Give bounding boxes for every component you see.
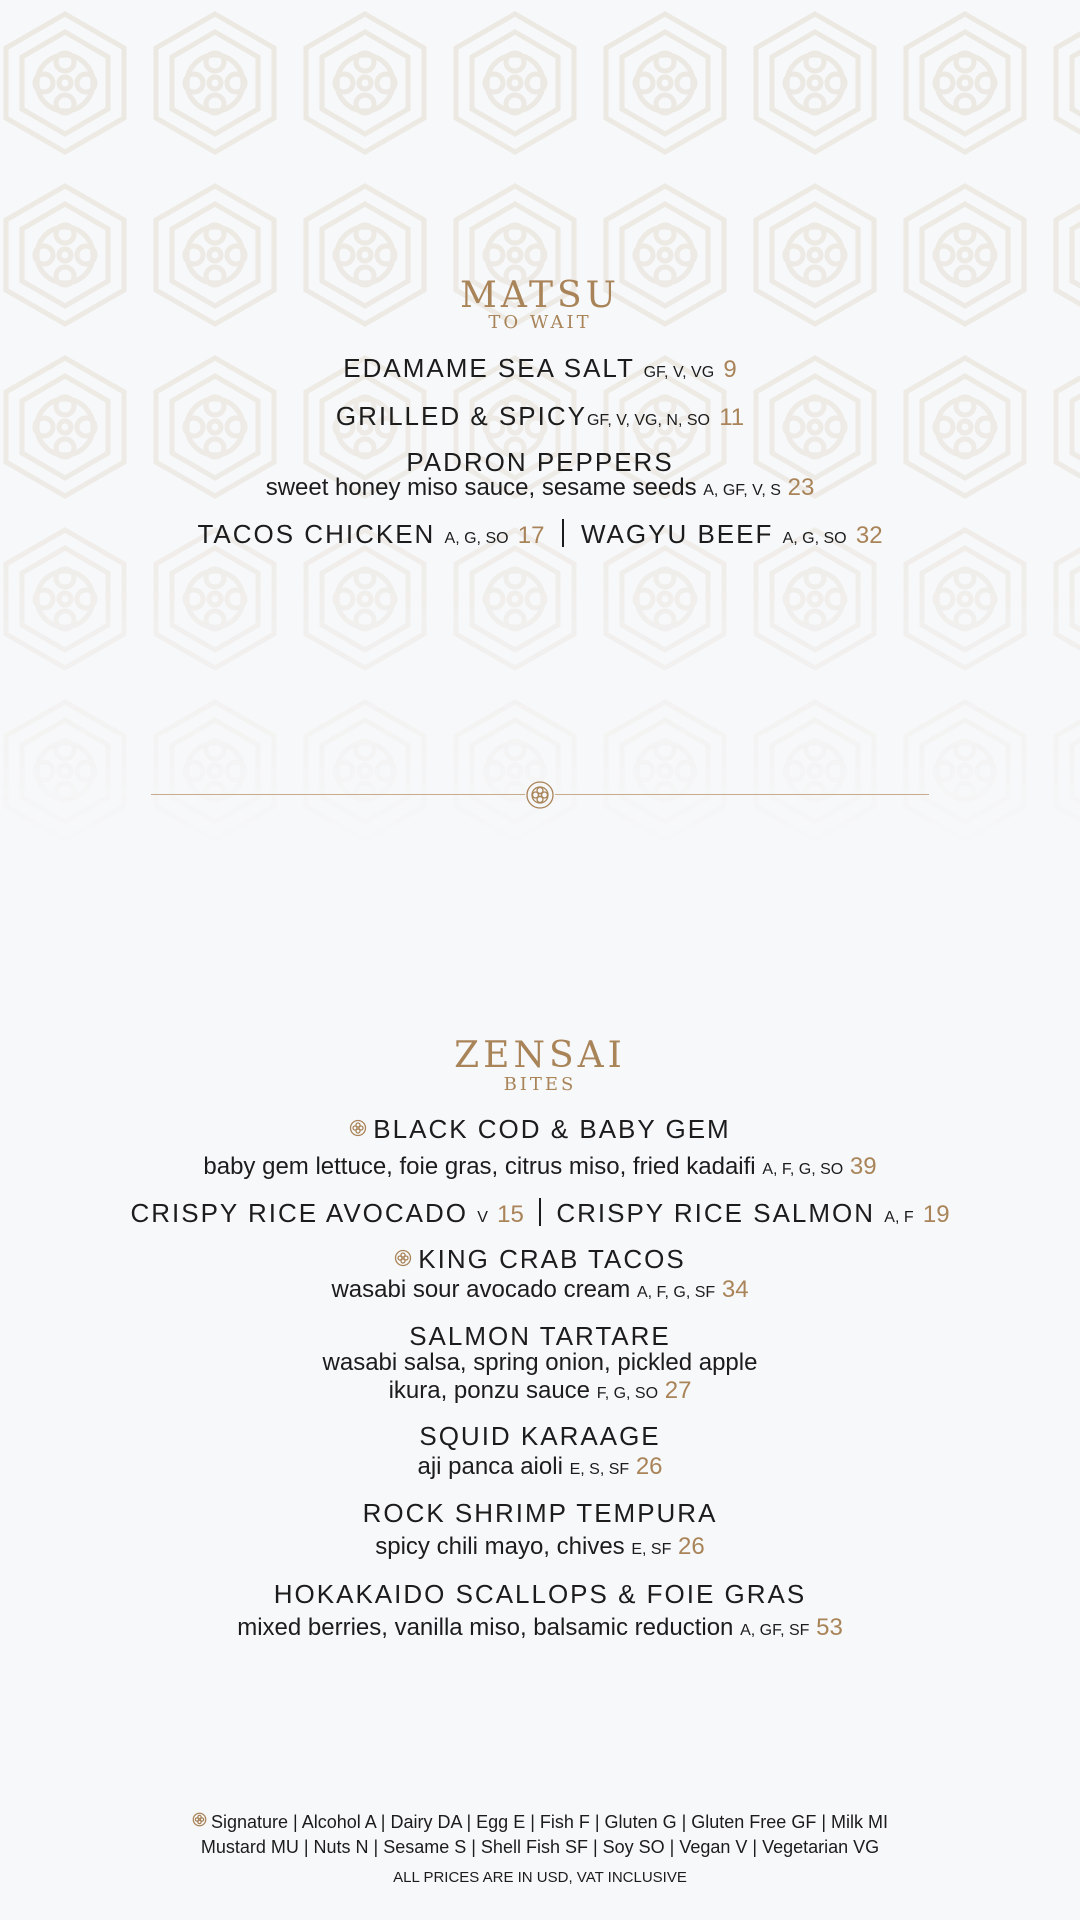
allergen-codes: A, F, G, SF — [636, 1284, 716, 1301]
price: 27 — [664, 1377, 692, 1404]
dish-name-rock-shrimp: ROCK SHRIMP TEMPURA — [362, 1498, 718, 1528]
dish-name: TACOS CHICKEN — [197, 519, 436, 549]
dish-description: ikura, ponzu sauce — [388, 1377, 591, 1404]
section-divider-left — [151, 794, 525, 795]
dish-name: EDAMAME SEA SALT — [343, 353, 635, 383]
dish-name: BLACK COD & BABY GEM — [373, 1114, 731, 1144]
dish-name-padron-peppers: PADRON PEPPERS — [406, 447, 674, 477]
price: 23 — [787, 474, 815, 501]
dish-description: spicy chili mayo, chives — [375, 1533, 625, 1560]
dish-description: sweet honey miso sauce, sesame seeds — [265, 474, 697, 501]
dish-name: CRISPY RICE SALMON — [556, 1198, 876, 1228]
dish-description: mixed berries, vanilla miso, balsamic reduction — [237, 1614, 734, 1641]
menu-item-edamame — [0, 352, 1080, 389]
dish-description: aji panca aioli — [417, 1453, 563, 1480]
menu-item-shrimp-desc — [0, 1532, 1080, 1565]
price-note: ALL PRICES ARE IN USD, VAT INCLUSIVE — [393, 1869, 687, 1886]
section-divider-right — [555, 794, 929, 795]
allergen-legend-line-2: Mustard MU | Nuts N | Sesame S | Shell Fish SF | Soy SO | Vegan V | Vegetarian VG — [200, 1837, 880, 1857]
dish-name-king-crab — [0, 1243, 1080, 1275]
price: 39 — [849, 1153, 877, 1180]
dish-name: KING CRAB TACOS — [418, 1244, 686, 1274]
dish-name: GRILLED & SPICY — [335, 401, 587, 431]
price: 53 — [816, 1614, 843, 1641]
menu-item-king-crab-desc — [0, 1275, 1080, 1308]
section-subtitle-zensai: BITES — [503, 1074, 577, 1095]
allergen-codes: A, F — [884, 1209, 914, 1226]
allergen-codes: A, GF, SF — [740, 1622, 810, 1639]
price: 34 — [721, 1276, 749, 1303]
section-subtitle-matsu: TO WAIT — [488, 312, 592, 333]
dish-name-black-cod — [0, 1113, 1080, 1145]
dish-description-salmon-tartare-1: wasabi salsa, spring onion, pickled apple — [322, 1349, 758, 1376]
allergen-codes: A, G, SO — [782, 530, 847, 547]
allergen-legend-line-1 — [0, 1810, 1080, 1834]
allergen-codes: E, S, SF — [569, 1461, 630, 1478]
price: 15 — [497, 1201, 524, 1228]
allergen-codes: V — [477, 1209, 488, 1226]
flower-emblem-icon — [525, 780, 555, 810]
menu-item-crispy-rice — [0, 1197, 1080, 1234]
price: 17 — [517, 522, 545, 549]
allergen-codes: A, GF, V, S — [703, 482, 781, 499]
allergen-codes: F, G, SO — [596, 1385, 659, 1402]
signature-icon — [394, 1249, 412, 1267]
section-title-matsu: MATSU — [460, 275, 620, 316]
menu-item-grilled-spicy — [0, 400, 1080, 437]
menu-item-padron-desc — [0, 473, 1080, 506]
dish-name-scallops: HOKAKAIDO SCALLOPS & FOIE GRAS — [273, 1579, 807, 1609]
price: 19 — [922, 1201, 950, 1228]
price: 26 — [635, 1453, 663, 1480]
menu-item-scallops-desc — [0, 1613, 1080, 1646]
item-separator — [539, 1198, 541, 1226]
allergen-codes: E, SF — [631, 1541, 672, 1558]
dish-name-salmon-tartare: SALMON TARTARE — [409, 1321, 671, 1351]
allergen-codes: GF, V, VG — [643, 364, 715, 381]
dish-name: WAGYU BEEF — [580, 519, 774, 549]
dish-name-squid-karaage: SQUID KARAAGE — [419, 1421, 661, 1451]
dish-name: CRISPY RICE AVOCADO — [130, 1198, 469, 1228]
menu-item-tacos — [0, 518, 1080, 555]
item-separator — [562, 519, 564, 547]
price: 32 — [855, 522, 883, 549]
legend-text: Signature | Alcohol A | Dairy DA | Egg E | Fish F | Gluten G | Gluten Free GF | Milk MI — [211, 1812, 888, 1832]
menu-item-squid-desc — [0, 1452, 1080, 1485]
price: 26 — [678, 1533, 705, 1560]
signature-icon — [192, 1812, 207, 1827]
price: 9 — [723, 356, 737, 383]
section-title-zensai: ZENSAI — [454, 1035, 626, 1076]
allergen-codes: A, G, SO — [444, 530, 509, 547]
dish-description: wasabi sour avocado cream — [331, 1276, 631, 1303]
menu-item-salmon-tartare-desc — [0, 1376, 1080, 1409]
allergen-codes: GF, V, VG, N, SO — [586, 412, 710, 429]
allergen-codes: A, F, G, SO — [762, 1161, 844, 1178]
dish-description: baby gem lettuce, foie gras, citrus miso, fried kadaifi — [203, 1153, 756, 1180]
price: 11 — [719, 404, 745, 431]
signature-icon — [349, 1119, 367, 1137]
menu-item-black-cod-desc — [0, 1152, 1080, 1185]
